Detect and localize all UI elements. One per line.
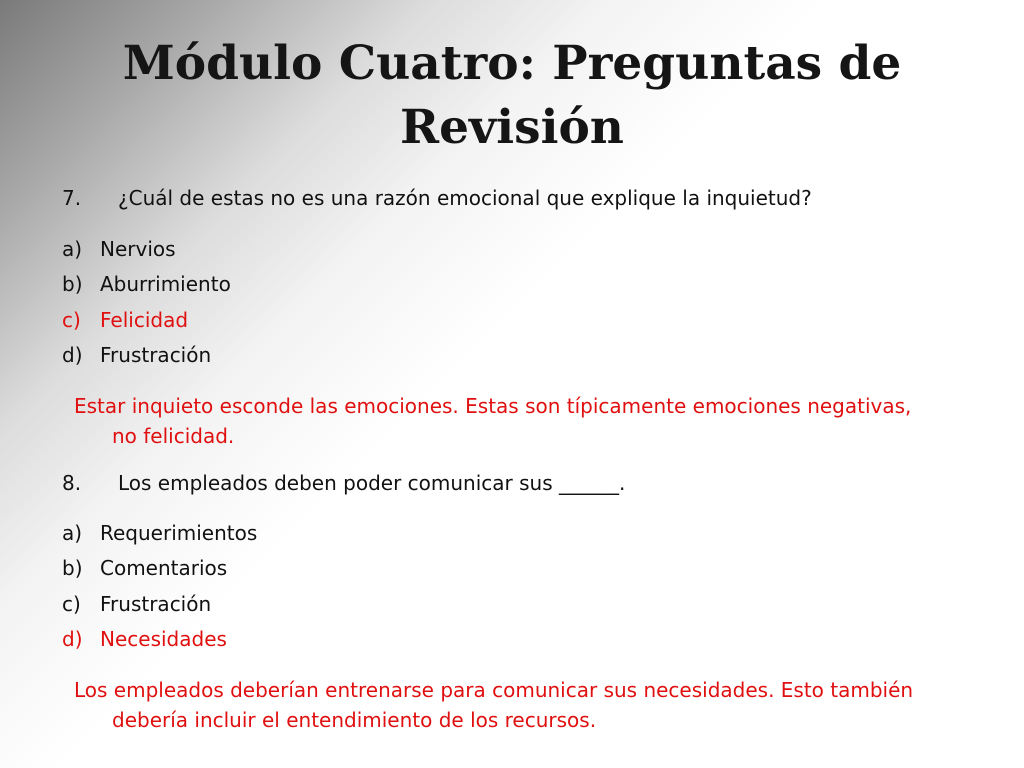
option-7a <box>62 237 176 261</box>
option-letter: a) <box>62 521 83 545</box>
question-7 <box>62 186 812 210</box>
question-8 <box>62 471 625 495</box>
question-text: ¿Cuál de estas no es una razón emocional que explique la inquietud? <box>118 186 812 210</box>
option-text: Comentarios <box>100 556 228 580</box>
question-number: 7. <box>62 186 82 210</box>
explanation-7 <box>74 391 954 451</box>
option-letter: c) <box>62 592 81 616</box>
option-letter: c) <box>62 308 81 332</box>
option-letter: b) <box>62 556 83 580</box>
option-text: Aburrimiento <box>100 272 231 296</box>
option-8d-correct <box>62 627 227 651</box>
question-text: Los empleados deben poder comunicar sus ______. <box>118 471 626 495</box>
option-7b <box>62 272 231 296</box>
option-7d <box>62 343 211 367</box>
option-8b <box>62 556 227 580</box>
option-letter: a) <box>62 237 83 261</box>
explanation-line-2: no felicidad. <box>112 424 235 448</box>
explanation-line-2: debería incluir el entendimiento de los recursos. <box>112 708 597 732</box>
option-text: Necesidades <box>100 627 227 651</box>
option-letter: d) <box>62 343 83 367</box>
option-letter: d) <box>62 627 83 651</box>
question-number: 8. <box>62 471 82 495</box>
option-8c <box>62 592 211 616</box>
explanation-8 <box>74 675 954 735</box>
option-letter: b) <box>62 272 83 296</box>
option-text: Frustración <box>100 343 212 367</box>
option-7c-correct <box>62 308 188 332</box>
option-text: Frustración <box>100 592 212 616</box>
explanation-line-1: Estar inquieto esconde las emociones. Estas son típicamente emociones negativas, <box>74 394 912 418</box>
title-line-2: Revisión <box>400 100 624 155</box>
option-text: Requerimientos <box>100 521 258 545</box>
explanation-line-1: Los empleados deberían entrenarse para comunicar sus necesidades. Esto también <box>74 678 914 702</box>
option-text: Nervios <box>100 237 176 261</box>
option-text: Felicidad <box>100 308 189 332</box>
slide-title <box>60 32 964 160</box>
title-line-1: Módulo Cuatro: Preguntas de <box>122 36 902 91</box>
option-8a <box>62 521 257 545</box>
